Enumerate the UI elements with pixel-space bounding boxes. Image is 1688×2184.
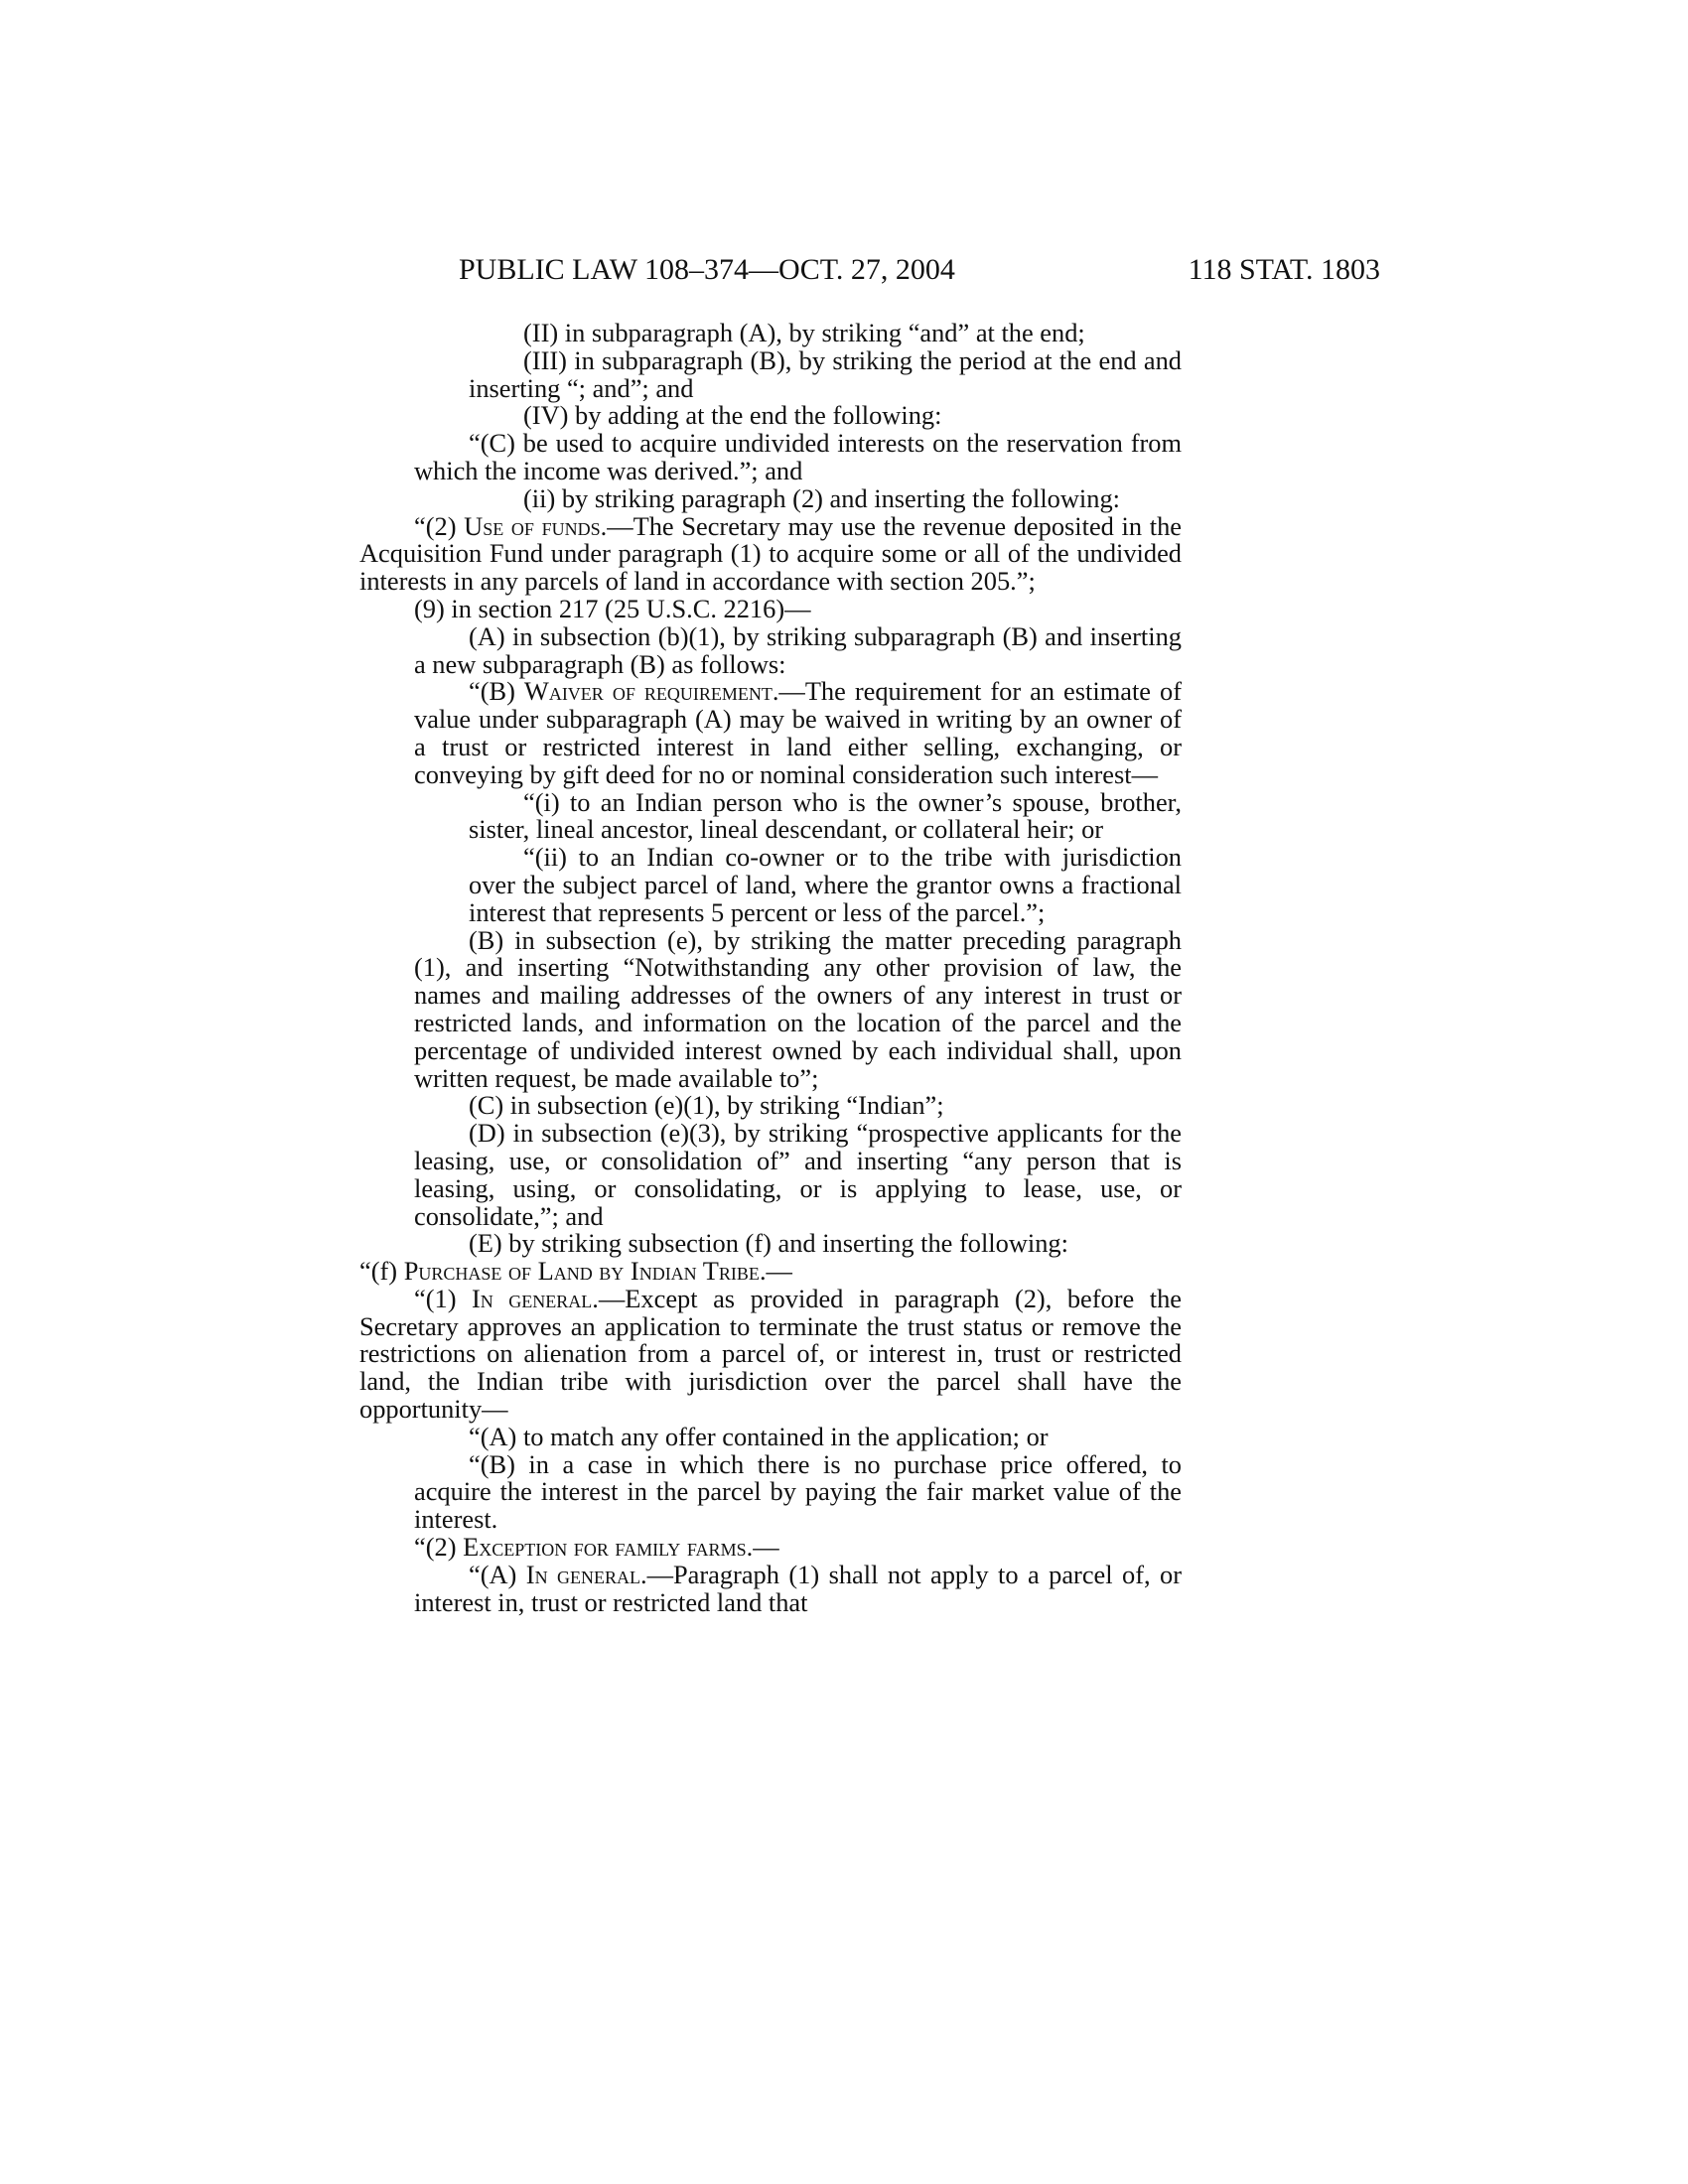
clause-ii-indian-co-owner: “(ii) to an Indian co-owner or to the tribe with jurisdiction over the subject parcel of land, where the grantor owns a fractional interest that represents 5 percent or less of the parcel.”; [469,842,1182,927]
subparagraph-A-in-general [359,1559,1182,1617]
paragraph-body: .—The requirement for an estimate of value under subparagraph (A) may be waived in writing by an owner of a trust or restricted interest in land either selling, exchanging, or conveying by gift deed for no or nominal consideration such interest— [414,676,1182,789]
subparagraph-A-match-offer: “(A) to match any offer contained in the application; or [469,1421,1049,1451]
section-heading: Purchase of Land by Indian Tribe [403,1256,760,1287]
paragraph-B-waiver-of-requirement [359,678,1182,788]
paragraph-C-subsection-e1: (C) in subsection (e)(1), by striking “Indian”; [469,1090,944,1121]
paragraph-A-subsection-b1: (A) in subsection (b)(1), by striking subparagraph (B) and inserting a new subparagraph (B) as follows: [414,620,1182,679]
paragraph-body: .—The Secretary may use the revenue deposited in the Acquisition Fund under paragraph (1) to acquire some or all of the undivided interests in any parcels of land in accordance with section 205.”; [359,510,1182,597]
paragraph-body: .— [746,1532,779,1563]
paragraph-9-section-217: (9) in section 217 (25 U.S.C. 2216)— [414,593,811,623]
section-heading: In general [472,1283,593,1313]
paragraph-prefix: “(B) [469,676,524,707]
paragraph-f-purchase-of-land [359,1258,1182,1286]
paragraph-body: .— [759,1256,792,1287]
clause-i-indian-person: “(i) to an Indian person who is the owner’s spouse, brother, sister, lineal ancestor, lineal descendant, or collateral heir; or [469,786,1182,845]
paragraph-prefix: “(2) [414,1532,464,1563]
paragraph-prefix: “(f) [359,1256,404,1287]
subparagraph-B-no-purchase-price: “(B) in a case in which there is no purchase price offered, to acquire the interest in the parcel by paying the fair market value of the interest. [414,1448,1182,1535]
paragraph-2-use-of-funds [359,510,1182,597]
paragraph-ii-striking-paragraph-2: (ii) by striking paragraph (2) and inserting the following: [523,482,1120,513]
paragraph-2-exception-for-family-farms [359,1534,1182,1562]
statute-page-number: 118 STAT. 1803 [1188,253,1380,286]
paragraph-E-striking-subsection-f: (E) by striking subsection (f) and inserting the following: [469,1228,1068,1259]
section-heading: Waiver of requirement [523,676,773,707]
running-header [459,250,1380,290]
section-heading: Use of funds [464,510,601,541]
paragraph-body: .—Paragraph (1) shall not apply to a parcel of, or interest in, trust or restricted land that [414,1559,1182,1617]
paragraph-III-subparagraph-B: (III) in subparagraph (B), by striking the period at the end and inserting “; and”; and [469,344,1182,403]
public-law-citation: PUBLIC LAW 108–374—OCT. 27, 2004 [459,253,955,286]
paragraph-body: .—Except as provided in paragraph (2), before the Secretary approves an application to terminate the trust status or remove the restrictions on alienation from a parcel of, or interest in, trust or restricted land, the Indian tribe with jurisdiction over the parcel shall have the opportunity— [359,1283,1182,1425]
paragraph-B-subsection-e: (B) in subsection (e), by striking the matter preceding paragraph (1), and inserting “Notwithstanding any other provision of law, the names and mailing addresses of the owners of any interest in trust or restricted lands, and information on the location of the parcel and the percentage of undivided interest owned by each individual shall, upon written request, be made available to”; [414,924,1182,1093]
paragraph-C-used-to-acquire: “(C) be used to acquire undivided interests on the reservation from which the income was derived.”; and [414,428,1182,485]
paragraph-II-subparagraph-A: (II) in subparagraph (A), by striking “and” at the end; [523,318,1085,347]
section-heading: In general [525,1559,640,1589]
statute-text [359,320,1182,1616]
paragraph-prefix: “(2) [414,510,465,541]
section-heading: Exception for family farms [463,1532,747,1563]
paragraph-prefix: “(1) [414,1283,472,1313]
paragraph-1-in-general [359,1283,1182,1425]
paragraph-D-subsection-e3: (D) in subsection (e)(3), by striking “prospective applicants for the leasing, use, or consolidation of” and inserting “any person that is leasing, using, or consolidating, or is applying to lease, use, or consolidate,”; and [414,1118,1182,1231]
paragraph-prefix: “(A) [469,1559,526,1589]
paragraph-IV-adding-at-end: (IV) by adding at the end the following: [523,400,942,431]
